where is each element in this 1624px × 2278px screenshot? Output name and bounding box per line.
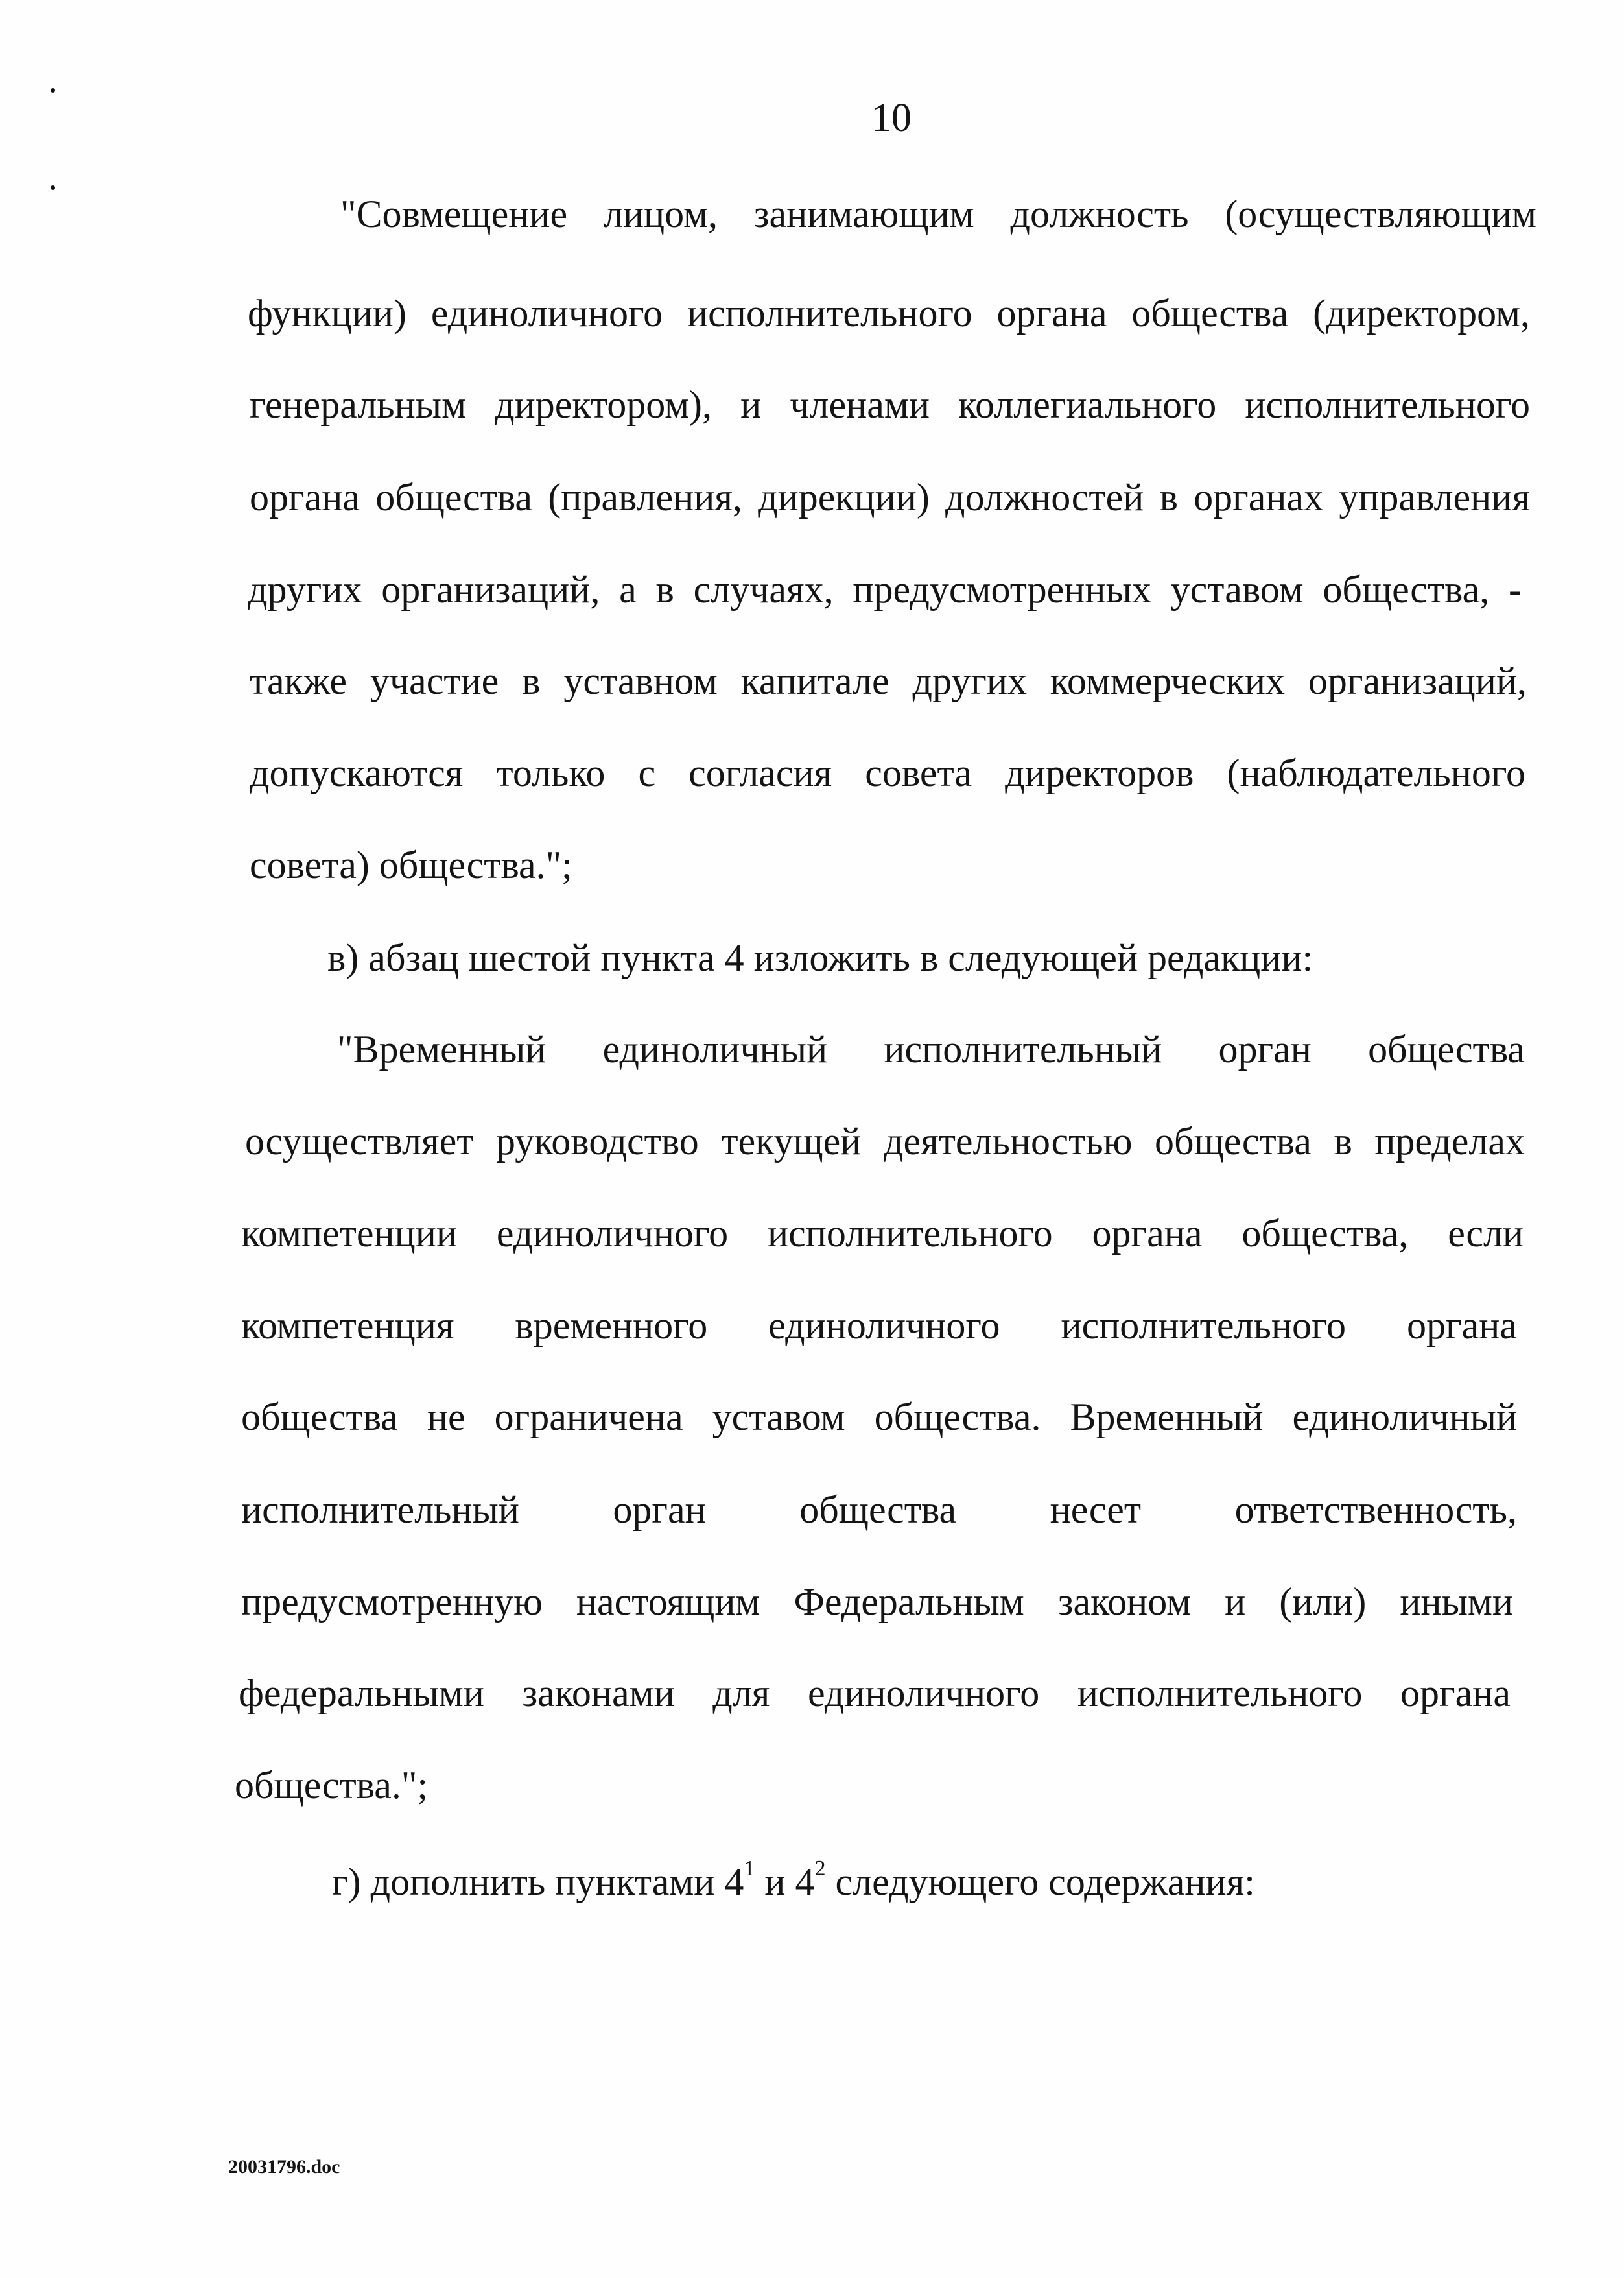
text-line: "Совмещение лицом, занимающим должность (осуществляющим (340, 193, 1536, 235)
scan-mark (51, 185, 55, 190)
text-line: общества не ограничена уставом общества. Временный единоличный (241, 1395, 1517, 1438)
item-g-prefix: г) дополнить пунктами 4 (332, 1860, 744, 1903)
list-item-g (332, 1856, 1624, 1908)
text-line: генеральным директором), и членами коллегиального исполнительного (250, 383, 1530, 426)
list-item-v: в) абзац шестой пункта 4 изложить в следующей редакции: (327, 936, 1313, 979)
text-line: предусмотренную настоящим Федеральным законом и (или) иными (241, 1580, 1513, 1623)
text-line: федеральными законами для единоличного исполнительного органа (239, 1672, 1511, 1714)
text-line: компетенции единоличного исполнительного органа общества, если (241, 1212, 1524, 1255)
text-line: других организаций, а в случаях, предусмотренных уставом общества, - (248, 568, 1522, 611)
text-line: органа общества (правления, дирекции) должностей в органах управления (250, 476, 1530, 519)
text-line: компетенция временного единоличного исполнительного органа (241, 1304, 1517, 1347)
text-line: осуществляет руководство текущей деятельностью общества в пределах (245, 1120, 1525, 1163)
text-line: функции) единоличного исполнительного органа общества (директором, (248, 292, 1530, 335)
item-g-sup2: 2 (814, 1857, 826, 1881)
text-line: исполнительный орган общества несет ответственность, (241, 1488, 1517, 1531)
text-line: допускаются только с согласия совета директоров (наблюдательного (250, 752, 1525, 794)
text-line: также участие в уставном капитале других коммерческих организаций, (250, 659, 1527, 702)
text-line: "Временный единоличный исполнительный орган общества (337, 1028, 1525, 1071)
text-line: общества."; (235, 1764, 429, 1807)
item-g-middle: и 4 (755, 1860, 815, 1903)
scan-mark (51, 88, 55, 93)
item-g-sup1: 1 (744, 1857, 755, 1881)
item-g-suffix: следующего содержания: (825, 1860, 1255, 1903)
text-line: совета) общества."; (250, 844, 572, 886)
footer-filename: 20031796.doc (228, 2156, 340, 2177)
page-number: 10 (871, 96, 912, 140)
